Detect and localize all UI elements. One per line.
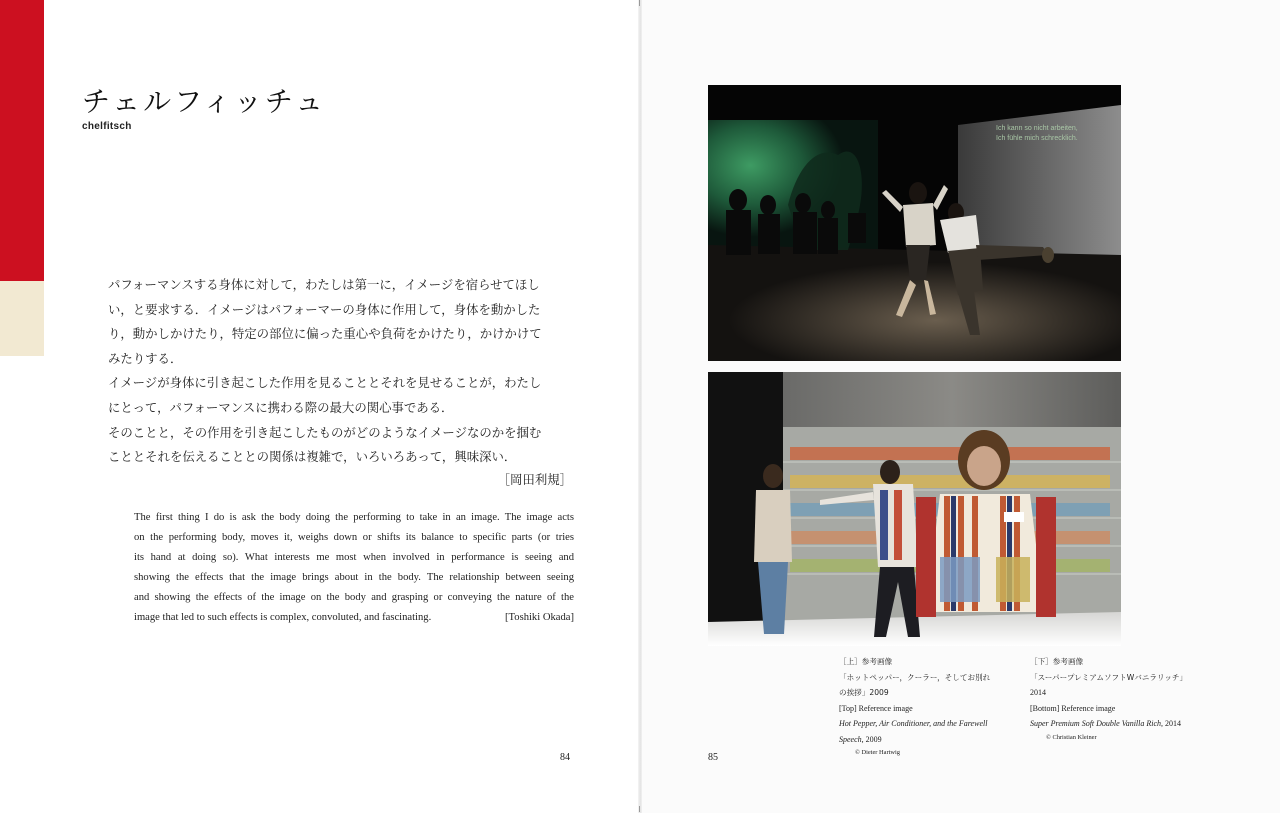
statement-ja-line: パフォーマンスする身体に対して，わたしは第一に，イメージを宿らせてほし	[108, 277, 540, 292]
page-title-english: chelfitsch	[82, 121, 132, 132]
caption-top-photo	[839, 654, 990, 759]
reference-photo-top	[708, 85, 1121, 361]
projection-text-line: Ich fühle mich schrecklich.	[996, 135, 1078, 142]
caption-bottom-photo	[1030, 654, 1187, 744]
red-color-band	[0, 0, 44, 281]
page-title-japanese: チェルフィッチュ	[82, 85, 327, 118]
page-number-left: 84	[560, 752, 570, 763]
statement-japanese	[108, 273, 580, 470]
caption-top-title-en-2: Speech	[839, 734, 862, 744]
statement-ja-line: こととそれを伝えることとの関係は複雑で，いろいろあって，興味深い．	[108, 449, 517, 465]
crop-mark-bottom	[639, 806, 640, 812]
statement-ja-line: みたりする．	[108, 350, 183, 366]
author-japanese: ［岡田利規］	[497, 472, 572, 487]
reference-photo-bottom	[708, 372, 1121, 646]
caption-top-title-en-2-row	[839, 732, 990, 748]
caption-bottom-title-ja: 「スーパープレミアムソフトWバニラリッチ」	[1030, 672, 1188, 682]
caption-bottom-label-ja: ［下］参考画像	[1030, 657, 1084, 666]
statement-ja-line: にとって，パフォーマンスに携わる際の最大の関心事である．	[108, 399, 454, 415]
convenience-store-scene-image	[708, 372, 1121, 646]
stage-scene-image	[708, 85, 1121, 361]
statement-ja-line: い，と要求する．イメージはパフォーマーの身体に作用して，身体を動かした	[108, 301, 541, 317]
statement-en-line: and showing the effects of the image on the body and grasping or conveying the nature of the	[134, 592, 574, 603]
statement-en-line: showing the effects that the image brings about in the body. The relationship between seeing	[134, 572, 574, 583]
statement-en-line: image that led to such effects is complex, convoluted, and fascinating.	[134, 612, 432, 623]
caption-bottom-title-en: Super Premium Soft Double Vanilla Rich	[1030, 719, 1162, 728]
statement-en-last-line	[134, 608, 574, 628]
statement-ja-line: そのことと，その作用を引き起こしたものがどのようなイメージなのかを掴む	[108, 424, 542, 440]
statement-en-line: The first thing I do is ask the body doing the performing to take in an image. The image acts	[134, 512, 574, 523]
caption-top-title-en-1: Hot Pepper, Air Conditioner, and the Farewell	[839, 719, 988, 728]
caption-top-credit: © Dieter Hartwig	[855, 749, 900, 756]
statement-ja-line: イメージが身体に引き起こした作用を見ることとそれを見せることが，わたし	[108, 375, 542, 391]
book-gutter	[638, 0, 642, 813]
caption-top-title-ja-2: の挨拶」2009	[839, 688, 889, 697]
statement-english	[134, 508, 574, 628]
caption-top-title-ja-1: 「ホットペッパー，クーラー，そしてお別れ	[839, 672, 991, 682]
author-english: [Toshiki Okada]	[505, 612, 574, 623]
caption-top-label-en: [Top] Reference image	[839, 703, 913, 713]
caption-top-year-en: , 2009	[861, 734, 882, 744]
statement-en-line: its hand at doing so). What interests me most when involved in performance is seeing and	[134, 552, 574, 563]
caption-top-label-ja: ［上］参考画像	[839, 657, 893, 666]
caption-bottom-label-en: [Bottom] Reference image	[1030, 703, 1116, 713]
crop-mark-top	[639, 0, 640, 6]
caption-bottom-credit: © Christian Kleiner	[1046, 733, 1097, 741]
cream-color-band	[0, 281, 44, 356]
statement-en-line: on the performing body, moves it, weighs down or shifts its balance to specific parts (or tries	[134, 532, 574, 543]
caption-bottom-year-en: , 2014	[1161, 719, 1182, 728]
caption-bottom-title-row	[1030, 716, 1187, 732]
caption-bottom-year-ja: 2014	[1030, 688, 1046, 697]
projection-text-line: Ich kann so nicht arbeiten,	[996, 125, 1078, 132]
statement-ja-line: り，動かしかけたり，特定の部位に偏った重心や負荷をかけたり，かけかけて	[108, 326, 542, 342]
page-number-right: 85	[708, 752, 718, 763]
